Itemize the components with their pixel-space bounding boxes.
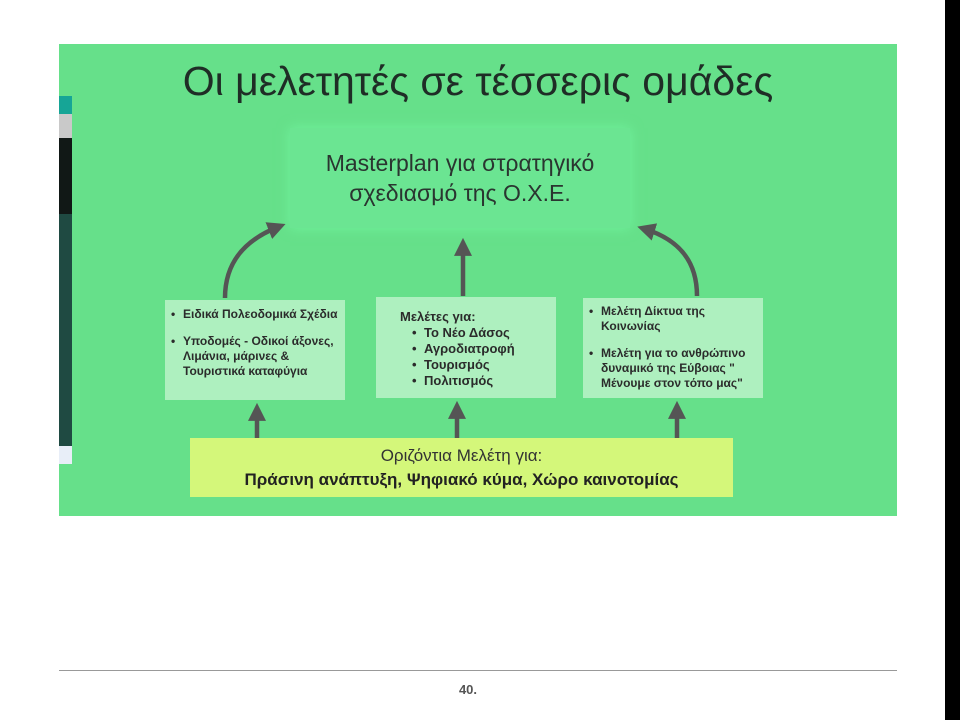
box-right-item-1: Μελέτη Δίκτυα της Κοινωνίας xyxy=(601,304,705,333)
box-right-item-2: Μελέτη για το ανθρώπινο δυναμικό της Εύβοιας " Μένουμε στον τόπο μας" xyxy=(601,346,746,390)
list-item xyxy=(400,325,550,341)
masterplan-text: Masterplan για στρατηγικό σχεδιασμό της Ο.Χ.Ε. xyxy=(325,150,595,206)
bullet: • xyxy=(412,357,417,372)
bullet: • xyxy=(589,346,594,360)
box-center xyxy=(376,297,556,398)
box-center-item: Τουρισμός xyxy=(424,357,490,372)
list-item xyxy=(171,307,339,322)
box-right xyxy=(583,298,763,398)
bullet: • xyxy=(412,341,417,356)
bullet: • xyxy=(589,304,594,318)
list-item xyxy=(589,304,757,334)
box-center-item: Πολιτισμός xyxy=(424,373,494,388)
box-left-item-2: Υποδομές - Οδικοί άξονες, Λιμάνια, μάρινες & Τουριστικά καταφύγια xyxy=(183,334,334,378)
page-number: 40. xyxy=(458,682,478,697)
horizontal-study-topics: Πράσινη ανάπτυξη, Ψηφιακό κύμα, Χώρο καινοτομίας xyxy=(244,470,679,489)
curved-arrow-right xyxy=(645,229,697,296)
bullet: • xyxy=(412,325,417,340)
box-left xyxy=(165,300,345,400)
bullet: • xyxy=(171,307,176,321)
horizontal-study-heading: Οριζόντια Μελέτη για: xyxy=(380,446,543,465)
curved-arrow-left xyxy=(225,227,278,298)
list-item xyxy=(400,373,550,389)
list-item xyxy=(171,334,339,379)
bullet: • xyxy=(412,373,417,388)
list-item xyxy=(589,346,757,391)
list-item xyxy=(400,341,550,357)
box-center-heading: Μελέτες για: xyxy=(400,309,476,324)
box-center-item: Αγροδιατροφή xyxy=(424,341,515,356)
footer-divider xyxy=(59,670,897,671)
list-item xyxy=(400,357,550,373)
box-center-item: Το Νέο Δάσος xyxy=(424,325,510,340)
bullet: • xyxy=(171,334,176,348)
box-left-item-1: Ειδικά Πολεοδομικά Σχέδια xyxy=(183,307,338,321)
slide-title: Οι μελετητές σε τέσσερις ομάδες xyxy=(182,58,774,104)
horizontal-study-box xyxy=(190,438,733,497)
